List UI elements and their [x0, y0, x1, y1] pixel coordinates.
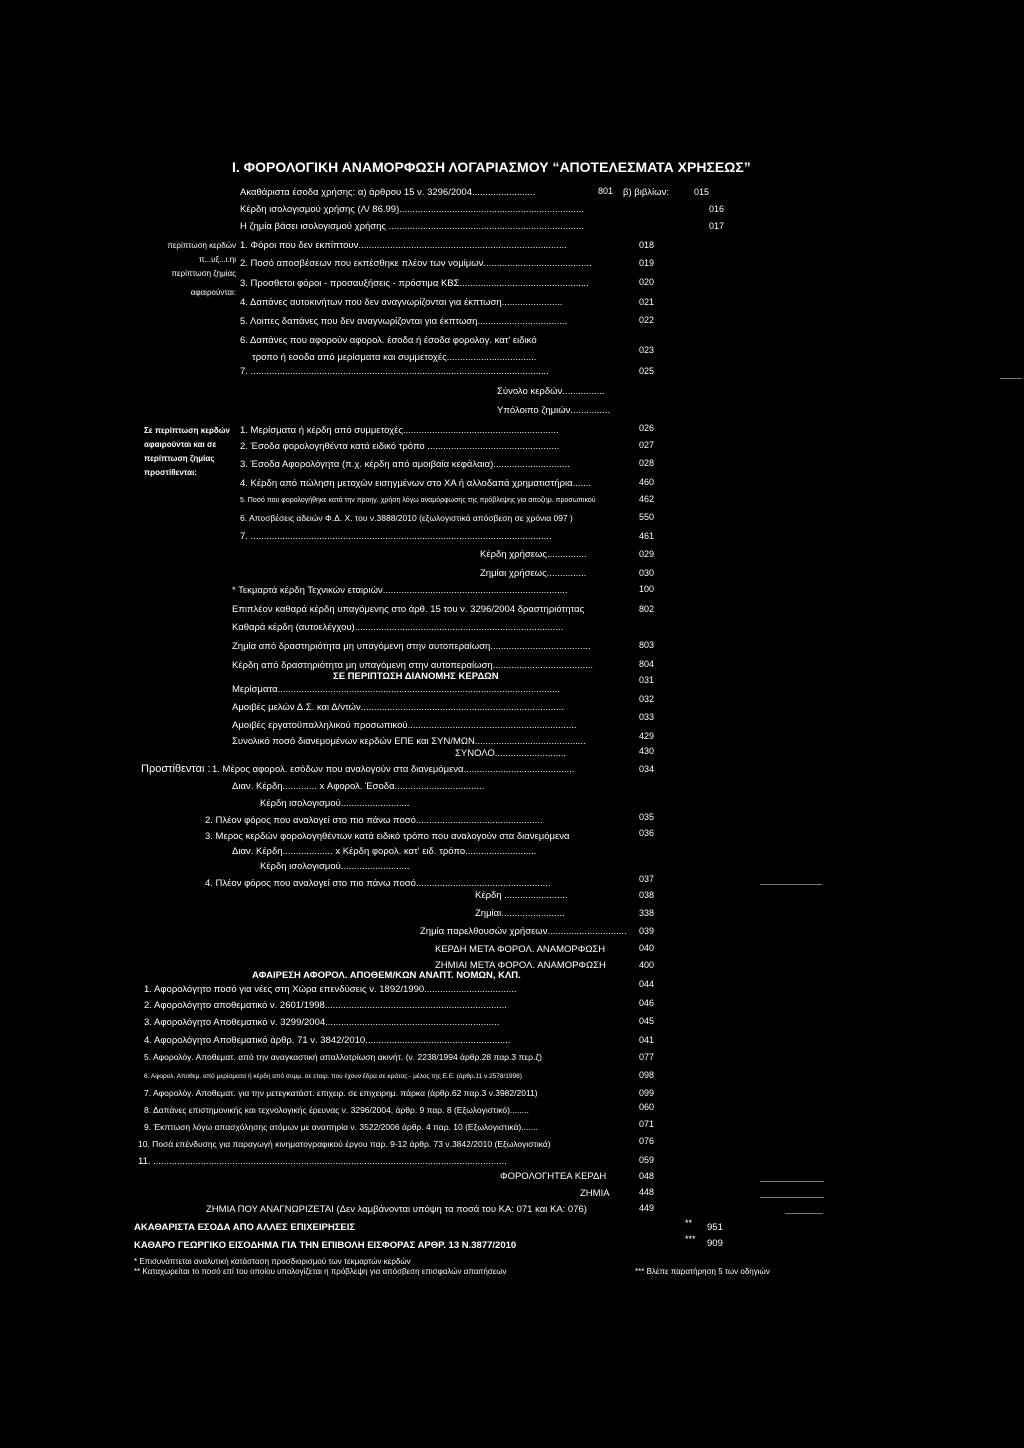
row-text: Σύνολο κερδών................	[497, 386, 605, 397]
fill-line	[760, 884, 822, 885]
row-text: Κέρδη χρήσεως...............	[480, 549, 587, 560]
row-text: Ζημία από δραστηριότητα μη υπαγόμενη στην αυτοπεραίωση......................................	[232, 641, 591, 652]
row-text: 2. Πλέον φόρος που αναλογεί στο πιο πάνω ποσό................................................	[205, 815, 543, 826]
agri-income-label: ΚΑΘΑΡΟ ΓΕΩΡΓΙΚΟ ΕΙΣΟΔΗΜΑ ΓΙΑ ΤΗΝ ΕΠΙΒΟΛΗ ΕΙΣΦΟΡΑΣ ΑΡΘΡ. 13 Ν.3877/2010	[134, 1240, 517, 1251]
row-code: 099	[638, 1088, 654, 1098]
row-text: Κέρδη ισολογισμού..........................	[260, 798, 410, 809]
row-text: ΣΥΝΟΛΟ...........................	[455, 748, 567, 759]
row-text: 1. Αφορολόγητο ποσό για νέες στη Χώρα επενδύσεις ν. 1892/1990...................................	[144, 984, 517, 995]
row-code: 803	[638, 640, 654, 650]
row-code: 037	[638, 874, 654, 884]
row-text: ΦΟΡΟΛΟΓΗΤΕΑ ΚΕΡΔΗ	[500, 1171, 607, 1182]
row-text: 5. Ποσό που φορολογήθηκε κατά την προηγ. χρήση λόγω αναμόρφωσης της πρόβλεψης για αποζημ. προσωπικού	[240, 497, 596, 504]
footnote-3: *** Βλέπε παρατήρηση 5 των οδηγιών	[635, 1267, 770, 1276]
row-text: Ακαθάριστα έσοδα χρήσης: α) άρθρου 15 ν. 3296/2004........................	[240, 187, 536, 198]
row-code: 023	[638, 345, 654, 355]
row-code: 338	[638, 908, 654, 918]
footnote-2: ** Καταχωρείται το ποσό επί του οποίου υπολογίζεται η πρόβλεψη για απόσβεση επισφαλών απαιτήσεων	[134, 1267, 507, 1276]
row-text: Αμοιβές εργατοϋπαλληλικού προσωπικού................................................................	[232, 720, 577, 731]
row-text: * Τεκμαρτά κέρδη Τεχνικών εταιριών......................................................................	[232, 585, 568, 596]
fill-line	[1000, 378, 1022, 379]
row-code: 071	[638, 1119, 654, 1129]
row-code: 022	[638, 315, 654, 325]
row-text: Κέρδη ισολογισμού..........................	[260, 861, 410, 872]
side-label-profit: περίπτωση κερδών	[167, 241, 236, 250]
row-code: 804	[638, 659, 654, 669]
row-text: 1. Φόροι που δεν εκπίπτουν...............................................................................	[240, 240, 567, 251]
row-text: Συνολικό ποσό διανεμομένων κερδών ΕΠΕ και ΣΥΝ/ΜΩΝ..........................................	[232, 736, 586, 747]
row-code: 017	[708, 221, 724, 231]
row-text: 3. Προσθετοι φόροι - προσαυξήσεις - πρόστιμα ΚΒΣ.................................................	[240, 278, 589, 289]
row-text: ΚΕΡΔΗ ΜΕΤΑ ΦΟΡΟΛ. ΑΝΑΜΟΡΦΩΣΗ	[435, 944, 606, 955]
row-code: 448	[638, 1187, 654, 1197]
row-code: 015	[693, 187, 709, 197]
row-text: ΖΗΜΙΑ	[580, 1188, 610, 1199]
row-code: 400	[638, 960, 654, 970]
section-heading-distribution: ΣΕ ΠΕΡΙΠΤΩΣΗ ΔΙΑΝΟΜΗΣ ΚΕΡΔΩΝ	[333, 671, 499, 682]
row-code: 041	[638, 1035, 654, 1045]
fill-line	[760, 1181, 824, 1182]
row-text: 3. Μερος κερδών φορολογηθέντων κατά ειδικό τρόπο που αναλογούν στα διανεμόμενα	[205, 831, 570, 842]
fill-line	[785, 1213, 823, 1214]
row-code: 100	[638, 584, 654, 594]
row-code: 038	[638, 890, 654, 900]
agri-income-mark: ***	[685, 1234, 696, 1244]
row-text: 4. Αφορολόγητο Αποθεματικό άρθρ. 71 ν. 3842/2010.......................................................	[144, 1035, 511, 1046]
row-code: 802	[638, 604, 654, 614]
row-code: 040	[638, 943, 654, 953]
row-code: 020	[638, 277, 654, 287]
page-title: Ι. ΦΟΡΟΛΟΓΙΚΗ ΑΝΑΜΟΡΦΩΣΗ ΛΟΓΑΡΙΑΣΜΟΥ “ΑΠΟΤΕΛΕΣΜΑΤΑ ΧΡΗΣΕΩΣ”	[232, 159, 751, 175]
row-text: 7. .................................................................................................................	[240, 366, 549, 377]
row-text: 5. Λοιπες δαπάνες που δεν αναγνωρίζονται για έκπτωση..................................	[240, 316, 568, 327]
row-text: 1. Μέρος αφορολ. εσόδων που αναλογούν στα διανεμόμενα..........................................	[212, 764, 575, 775]
fill-line	[760, 1197, 824, 1198]
row-code: 060	[638, 1102, 654, 1112]
row-code: 033	[638, 712, 654, 722]
row-text: Διαν. Κέρδη............. x Αφορολ. Έσοδα..................................	[232, 781, 485, 792]
row-code: 034	[638, 764, 654, 774]
row-text: 10. Ποσά επένδυσης για παραγωγή κινηματογραφικού έργου παρ. 9-12 άρθρ. 73 ν.3842/2010 (Εξωλογιστικά)	[138, 1139, 551, 1149]
row-text: 11. ......................................................................................................................................	[138, 1156, 507, 1167]
row-code: 030	[638, 568, 654, 578]
row-text: 2. Ποσό αποσβέσεων που εκπέσθηκε πλέον των νομίμων.........................................	[240, 258, 592, 269]
row-text: Μερίσματα...........................................................................................................	[232, 684, 561, 695]
row-text: Κέρδη από δραστηριότητα μη υπαγόμενη στην αυτοπεραίωση......................................	[232, 660, 594, 671]
row-code: 044	[638, 979, 654, 989]
row-code: 029	[638, 549, 654, 559]
row-text: 4. Πλέον φόρος που αναλογεί στο πιο πάνω ποσό...................................................	[205, 878, 551, 889]
row-code: 032	[638, 694, 654, 704]
row-text: 3. Αφορολόγητο Αποθεματικό ν. 3299/2004..................................................................	[144, 1017, 500, 1028]
row-code: 018	[638, 240, 654, 250]
row-code: 028	[638, 458, 654, 468]
row-text: β) βιβλίων:	[623, 187, 669, 198]
row-code: 059	[638, 1155, 654, 1165]
row-text: 4. Δαπάνες αυτοκινήτων που δεν αναγνωρίζονται για έκπτωση.......................	[240, 297, 563, 308]
row-code: 801	[597, 186, 613, 196]
row-code: 460	[638, 477, 654, 487]
row-code: 027	[638, 440, 654, 450]
row-code: 046	[638, 998, 654, 1008]
row-code: 449	[638, 1203, 654, 1213]
row-text: 6. Αποσβέσεις αδειών Φ.Δ. Χ. του ν.3888/2010 (εξωλογιστικά απόσβεση σε χρόνια 097 )	[240, 513, 573, 523]
row-text: 6. Δαπάνες που αφορούν αφορολ. έσοδα ή έσοδα φορολογ. κατ' ειδικό	[240, 335, 537, 346]
row-text: Υπόλοιπο ζημιών...............	[497, 405, 610, 416]
row-text: 9. Έκπτωση λόγω απασχόλησης ατόμων με αναπηρία ν. 3522/2006 άρθρ. 4 παρ. 10 (Εξωλογιστικά).......	[144, 1122, 538, 1132]
row-code: 462	[638, 494, 654, 504]
row-code: 019	[638, 258, 654, 268]
gross-income-mark: **	[685, 1218, 693, 1228]
row-code: 025	[638, 366, 654, 376]
row-code: 048	[638, 1171, 654, 1181]
row-text: Διαν. Κέρδη................... x Κέρδη φορολ. κατ' ειδ. τρόπο...........................	[232, 846, 537, 857]
row-code: 098	[638, 1070, 654, 1080]
row-code: 461	[638, 531, 654, 541]
section-heading-deduction: ΑΦΑΙΡΕΣΗ ΑΦΟΡΟΛ. ΑΠΟΘΕΜ/ΚΩΝ ΑΝΑΠΤ. ΝΟΜΩΝ, ΚΛΠ.	[252, 970, 521, 981]
row-code: 036	[638, 828, 654, 838]
side-label-loss: περίπτωση ζημίας	[171, 269, 236, 278]
row-code: 550	[638, 512, 654, 522]
row-text: Ζημία παρελθουσών χρήσεων..............................	[420, 926, 627, 937]
row-code: 039	[638, 926, 654, 936]
row-code: 045	[638, 1016, 654, 1026]
side-label-added: Προστίθενται :	[141, 763, 211, 775]
row-code: 430	[638, 746, 654, 756]
row-code: 429	[638, 731, 654, 741]
row-text: ΖΗΜΙΑ ΠΟΥ ΑΝΑΓΝΩΡΙΖΕΤΑΙ (Δεν λαμβάνονται υπόψη τα ποσά του ΚΑ: 071 και ΚΑ: 076)	[206, 1204, 587, 1215]
row-text: τροπο ή εσοδα από μερίσματα και συμμετοχές..................................	[252, 352, 537, 363]
row-text: 3. Έσοδα Αφορολόγητα (π.χ. κέρδη από αμοιβαία κεφάλαια).............................	[240, 459, 570, 470]
row-text: Ζημίαι χρήσεως...............	[480, 568, 587, 579]
row-text: 5. Αφορολόγ. Αποθεματ. από την αναγκαστική απαλλοτρίωση ακινήτ. (ν. 2238/1994 άρθρ.28 παρ.3 περ.ζ)	[144, 1052, 542, 1062]
row-text: Ζημίαι........................	[475, 908, 565, 919]
agri-income-code: 909	[707, 1238, 723, 1249]
row-text: ΖΗΜΙΑΙ ΜΕΤΑ ΦΟΡΟΛ. ΑΝΑΜΟΡΦΩΣΗ	[435, 960, 606, 971]
row-text: 6. Αφορολ. Αποθεμ. από μερίσματα ή κέρδη από συμμ. σε εταιρ. που έχουν έδρα σε κράτος - μέλος της Ε.Ε. (άρθρ.11 ν.2578/1998)	[144, 1073, 522, 1080]
row-code: 076	[638, 1136, 654, 1146]
footnote-1: * Επισυνάπτεται αναλυτική κατάσταση προσδιορισμού των τεκμαρτών κερδών	[134, 1257, 411, 1266]
row-text: Η ζημία βάσει ισολογισμού χρήσης ..........................................................................	[240, 221, 584, 232]
row-text: 7. Αφορολόγ. Αποθεματ. για την μετεγκατάστ. επιχειρ. σε επιχειρημ. πάρκα (άρθρ.62 παρ.3 ν.3982/2011)	[144, 1088, 538, 1098]
side-label-loss-top: π...υξ...ι.ηι	[198, 255, 236, 264]
row-text: 2. Αφορολόγητο αποθεματικό ν. 2601/1998.....................................................................	[144, 1000, 507, 1011]
row-text: Αμοιβές μελών Δ.Σ. και Δ/ντών.............................................................................	[232, 702, 564, 713]
row-code: 031	[638, 675, 654, 685]
row-text: 4. Κέρδη από πώληση μετοχών εισηγμένων στο ΧΑ ή αλλοδαπά χρηματιστήρια.......	[240, 478, 592, 489]
row-text: Κέρδη ........................	[475, 890, 568, 901]
row-text: 7. ..................................................................................................................	[240, 531, 552, 542]
row-text: 1. Μερίσματα ή κέρδη από συμμετοχές...........................................................	[240, 425, 559, 436]
row-text: Κέρδη ισολογισμού χρήσης (Λ/ 86.99)......................................................................	[240, 204, 584, 215]
gross-income-label: ΑΚΑΘΑΡΙΣΤΑ ΕΣΟΔΑ ΑΠΟ ΑΛΛΕΣ ΕΠΙΧΕΙΡΗΣΕΙΣ	[134, 1222, 356, 1233]
row-code: 021	[638, 297, 654, 307]
row-text: Επιπλέον καθαρά κέρδη υπαγόμενης στο άρθ. 15 του ν. 3296/2004 δραστηριότητας	[232, 604, 585, 615]
side-label-section-b: Σε περίπτωση κερδών αφαιρούνται και σε περίπτωση ζημίας προστίθενται:	[144, 426, 230, 477]
row-text: 8. Δαπάνες επιστημονικής και τεχνολογικής έρευνας ν. 3296/2004, άρθρ. 9 παρ. 8 (Εξωλογιστικό)........	[144, 1105, 529, 1115]
row-text: 2. Έσοδα φορολογηθέντα κατά ειδικό τρόπο ..................................................	[240, 441, 560, 452]
row-code: 026	[638, 423, 654, 433]
row-code: 035	[638, 812, 654, 822]
row-text: Καθαρά κέρδη (αυτοελέγχου)...............................................................................	[232, 622, 564, 633]
side-label-deduct: αφαιρούνται:	[190, 288, 236, 297]
row-code: 016	[708, 204, 724, 214]
gross-income-code: 951	[707, 1222, 723, 1233]
row-code: 077	[638, 1052, 654, 1062]
